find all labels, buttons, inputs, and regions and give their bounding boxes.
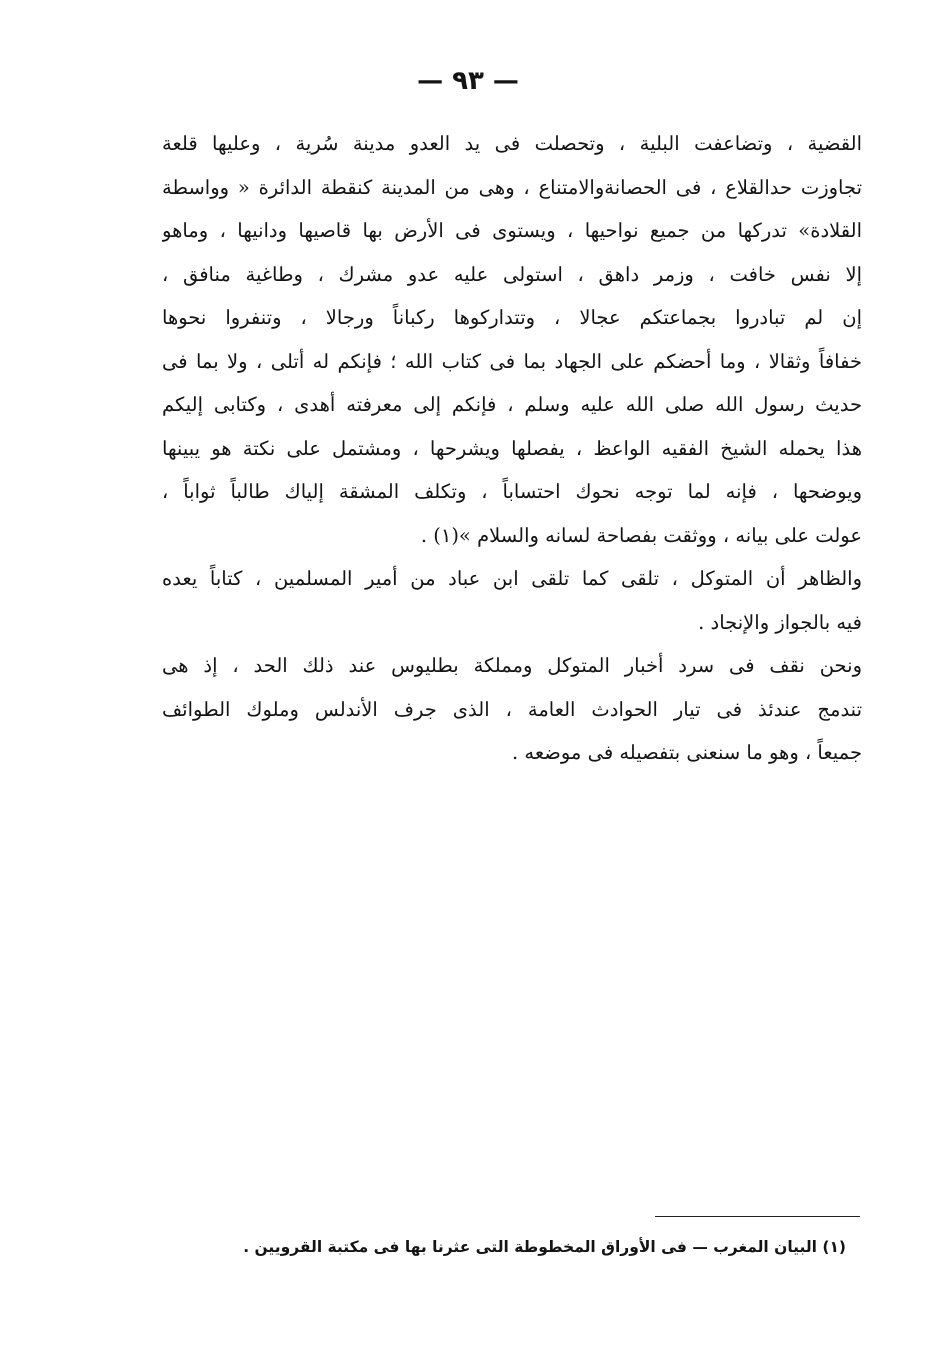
text-line: والظاهر أن المتوكل ، تلقى كما تلقى ابن عباد من أمير المسلمين ، كتاباً يعده <box>162 567 862 590</box>
text-line: تجاوزت حدالقلاع ، فى الحصانةوالامتناع ، وهى من المدينة كنقطة الدائرة « وواسطة <box>162 175 862 199</box>
text-line: إلا نفس خافت ، وزمر داهق ، استولى عليه عدو مشرك ، وطاغية منافق ، <box>162 262 862 286</box>
text-line: ويوضحها ، فإنه لما توجه نحوك احتساباً ، وتكلف المشقة إلياك طالباً ثواباً ، <box>162 480 862 503</box>
text-line: إن لم تبادروا بجماعتكم عجالا ، وتتداركوها ركباناً ورجالا ، وتنفروا نحوها <box>162 306 862 329</box>
text-line: جميعاً ، وهو ما سنعنى بتفصيله فى موضعه . <box>512 741 862 764</box>
text-line: فيه بالجواز والإنجاد . <box>698 610 862 634</box>
text-line: القضية ، وتضاعفت البلية ، وتحصلت فى يد العدو مدينة سُرية ، وعليها قلعة <box>162 132 862 155</box>
paragraph-2 <box>162 557 862 644</box>
paragraph-3 <box>162 644 862 775</box>
footnote-separator <box>655 1216 860 1217</box>
paragraph-1 <box>162 122 862 557</box>
text-line: تندمج عندئذ فى تيار الحوادث العامة ، الذى جرف الأندلس وملوك الطوائف <box>162 697 862 721</box>
text-line: خفافاً وثقالا ، وما أحضكم على الجهاد بما فى كتاب الله ؛ فإنكم له أتلى ، ولا بما فى <box>162 349 862 373</box>
text-line: حديث رسول الله صلى الله عليه وسلم ، فإنكم إلى معرفته أهدى ، وكتابى إليكم <box>162 393 862 416</box>
body-text <box>162 122 862 775</box>
text-line: عولت على بيانه ، ووثقت بفصاحة لسانه والسلام »(١) . <box>420 523 862 547</box>
page-number: — ٩٣ — <box>417 66 519 96</box>
footnote: (١) البيان المغرب — فى الأوراق المخطوطة التى عثرنا بها فى مكتبة القرويين . <box>243 1238 846 1256</box>
text-line: ونحن نقف فى سرد أخبار المتوكل ومملكة بطليوس عند ذلك الحد ، إذ هى <box>162 654 862 677</box>
text-line: هذا يحمله الشيخ الفقيه الواعظ ، يفصلها ويشرحها ، ومشتمل على نكتة هو يبينها <box>162 436 862 460</box>
text-line: القلادة» تدركها من جميع نواحيها ، ويستوى فى الأرض بها قاصيها ودانيها ، وماهو <box>162 219 862 242</box>
